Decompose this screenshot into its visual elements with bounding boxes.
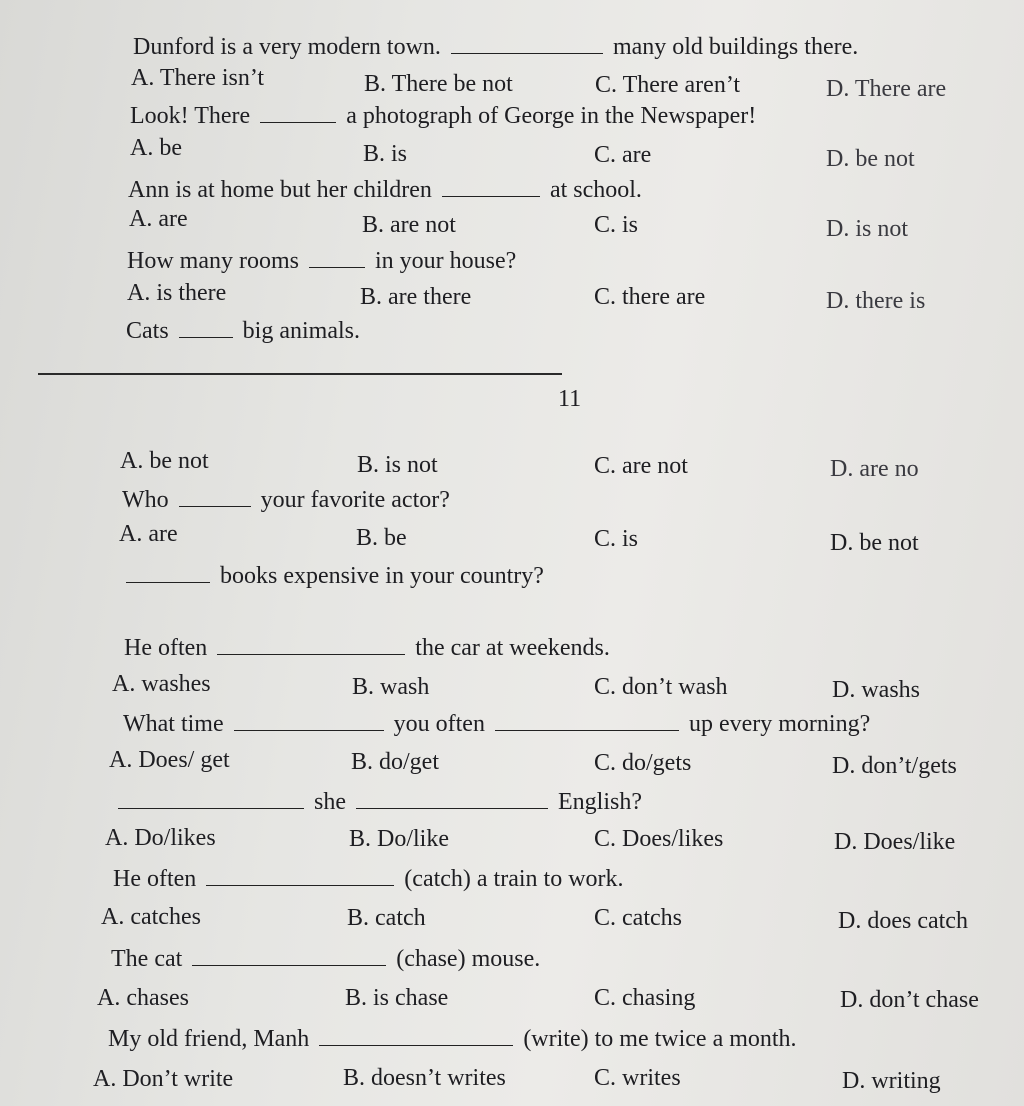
question-text: at school. [549,177,642,203]
answer-blank [319,1023,513,1046]
option-a: A. be [130,135,182,161]
option-d: D. There are [826,76,947,102]
option-c: C. There aren’t [595,72,741,98]
option-b: B. There be not [364,71,513,97]
question-text: How many rooms [127,248,299,274]
option-c: C. are [594,142,652,168]
option-a: A. There isn’t [131,65,265,91]
answer-blank [126,560,210,583]
option-b: B. do/get [351,749,439,775]
option-c: C. chasing [594,985,696,1011]
question-6 [122,484,450,514]
question-text: Cats [126,318,169,344]
option-a: A. are [129,206,188,232]
option-a: A. Don’t write [93,1066,234,1092]
option-d: D. there is [826,288,926,314]
answer-blank [234,708,384,731]
question-2 [130,100,756,130]
option-b: B. are there [360,284,472,310]
option-c: C. is [594,526,639,552]
question-text: the car at weekends. [415,635,610,661]
question-text: Who [122,487,169,513]
option-a: A. chases [97,985,189,1011]
page-divider [38,373,562,375]
option-b: B. Do/like [349,826,449,852]
answer-blank [118,786,304,809]
answer-blank [442,174,540,197]
answer-blank [179,484,251,507]
option-d: D. Does/like [834,829,956,855]
answer-blank [309,245,365,268]
question-text: big animals. [242,318,360,344]
question-10 [118,786,642,816]
question-text: your favorite actor? [260,487,450,513]
option-d: D. is not [826,216,909,242]
option-d: D. don’t/gets [832,753,957,779]
question-text: Dunford is a very modern town. [133,34,441,60]
question-text: she [314,789,346,815]
option-b: B. is not [357,452,438,478]
option-a: A. catches [101,904,201,930]
question-9 [123,708,870,738]
question-12 [111,943,540,973]
option-a: A. are [119,521,178,547]
option-a: A. is there [127,280,227,306]
answer-blank [217,632,405,655]
page-number: 11 [558,386,582,412]
option-d: D. be not [830,530,919,556]
answer-blank [260,100,336,123]
question-text: My old friend, Manh [108,1026,310,1052]
option-b: B. is chase [345,985,449,1011]
option-b: B. is [363,141,408,167]
option-c: C. writes [594,1065,681,1091]
option-a: A. be not [120,448,209,474]
question-3 [128,174,642,204]
option-d: D. don’t chase [840,987,979,1013]
answer-blank [206,863,394,886]
question-text: you often [393,711,485,737]
option-c: C. do/gets [594,750,692,776]
answer-blank [356,786,548,809]
option-c: C. don’t wash [594,674,728,700]
question-text: in your house? [374,248,517,274]
question-text: (chase) mouse. [396,946,541,972]
option-c: C. Does/likes [594,826,724,852]
question-8 [124,632,610,662]
question-11 [113,863,624,893]
question-text: up every morning? [688,711,871,737]
option-c: C. there are [594,284,706,310]
question-text: a photograph of George in the Newspaper! [346,103,757,129]
question-text: The cat [111,946,183,972]
answer-blank [192,943,386,966]
answer-blank [451,31,603,54]
question-text: English? [558,789,642,815]
option-d: D. are no [830,456,919,482]
question-text: What time [123,711,224,737]
option-d: D. washs [832,677,920,703]
question-text: books expensive in your country? [220,563,544,589]
answer-blank [179,315,233,338]
answer-blank [495,708,679,731]
question-5 [126,315,360,345]
question-13 [108,1023,797,1053]
question-text: He often [124,635,208,661]
option-c: C. is [594,212,639,238]
option-c: C. are not [594,453,688,479]
option-d: D. be not [826,146,915,172]
question-7 [126,560,544,590]
option-d: D. writing [842,1068,941,1094]
option-a: A. washes [112,671,211,697]
question-text: many old buildings there. [612,34,859,60]
option-c: C. catchs [594,905,682,931]
option-b: B. doesn’t writes [343,1065,506,1091]
question-text: (write) to me twice a month. [523,1026,797,1052]
question-text: (catch) a train to work. [404,866,624,892]
option-b: B. be [356,525,407,551]
option-a: A. Do/likes [105,825,216,851]
option-b: B. catch [347,905,426,931]
question-text: Look! There [130,103,251,129]
option-a: A. Does/ get [109,747,230,773]
question-text: He often [113,866,197,892]
option-b: B. wash [352,674,430,700]
question-1 [133,31,858,61]
question-4 [127,245,516,275]
option-d: D. does catch [838,908,968,934]
option-b: B. are not [362,212,456,238]
question-text: Ann is at home but her children [128,177,432,203]
